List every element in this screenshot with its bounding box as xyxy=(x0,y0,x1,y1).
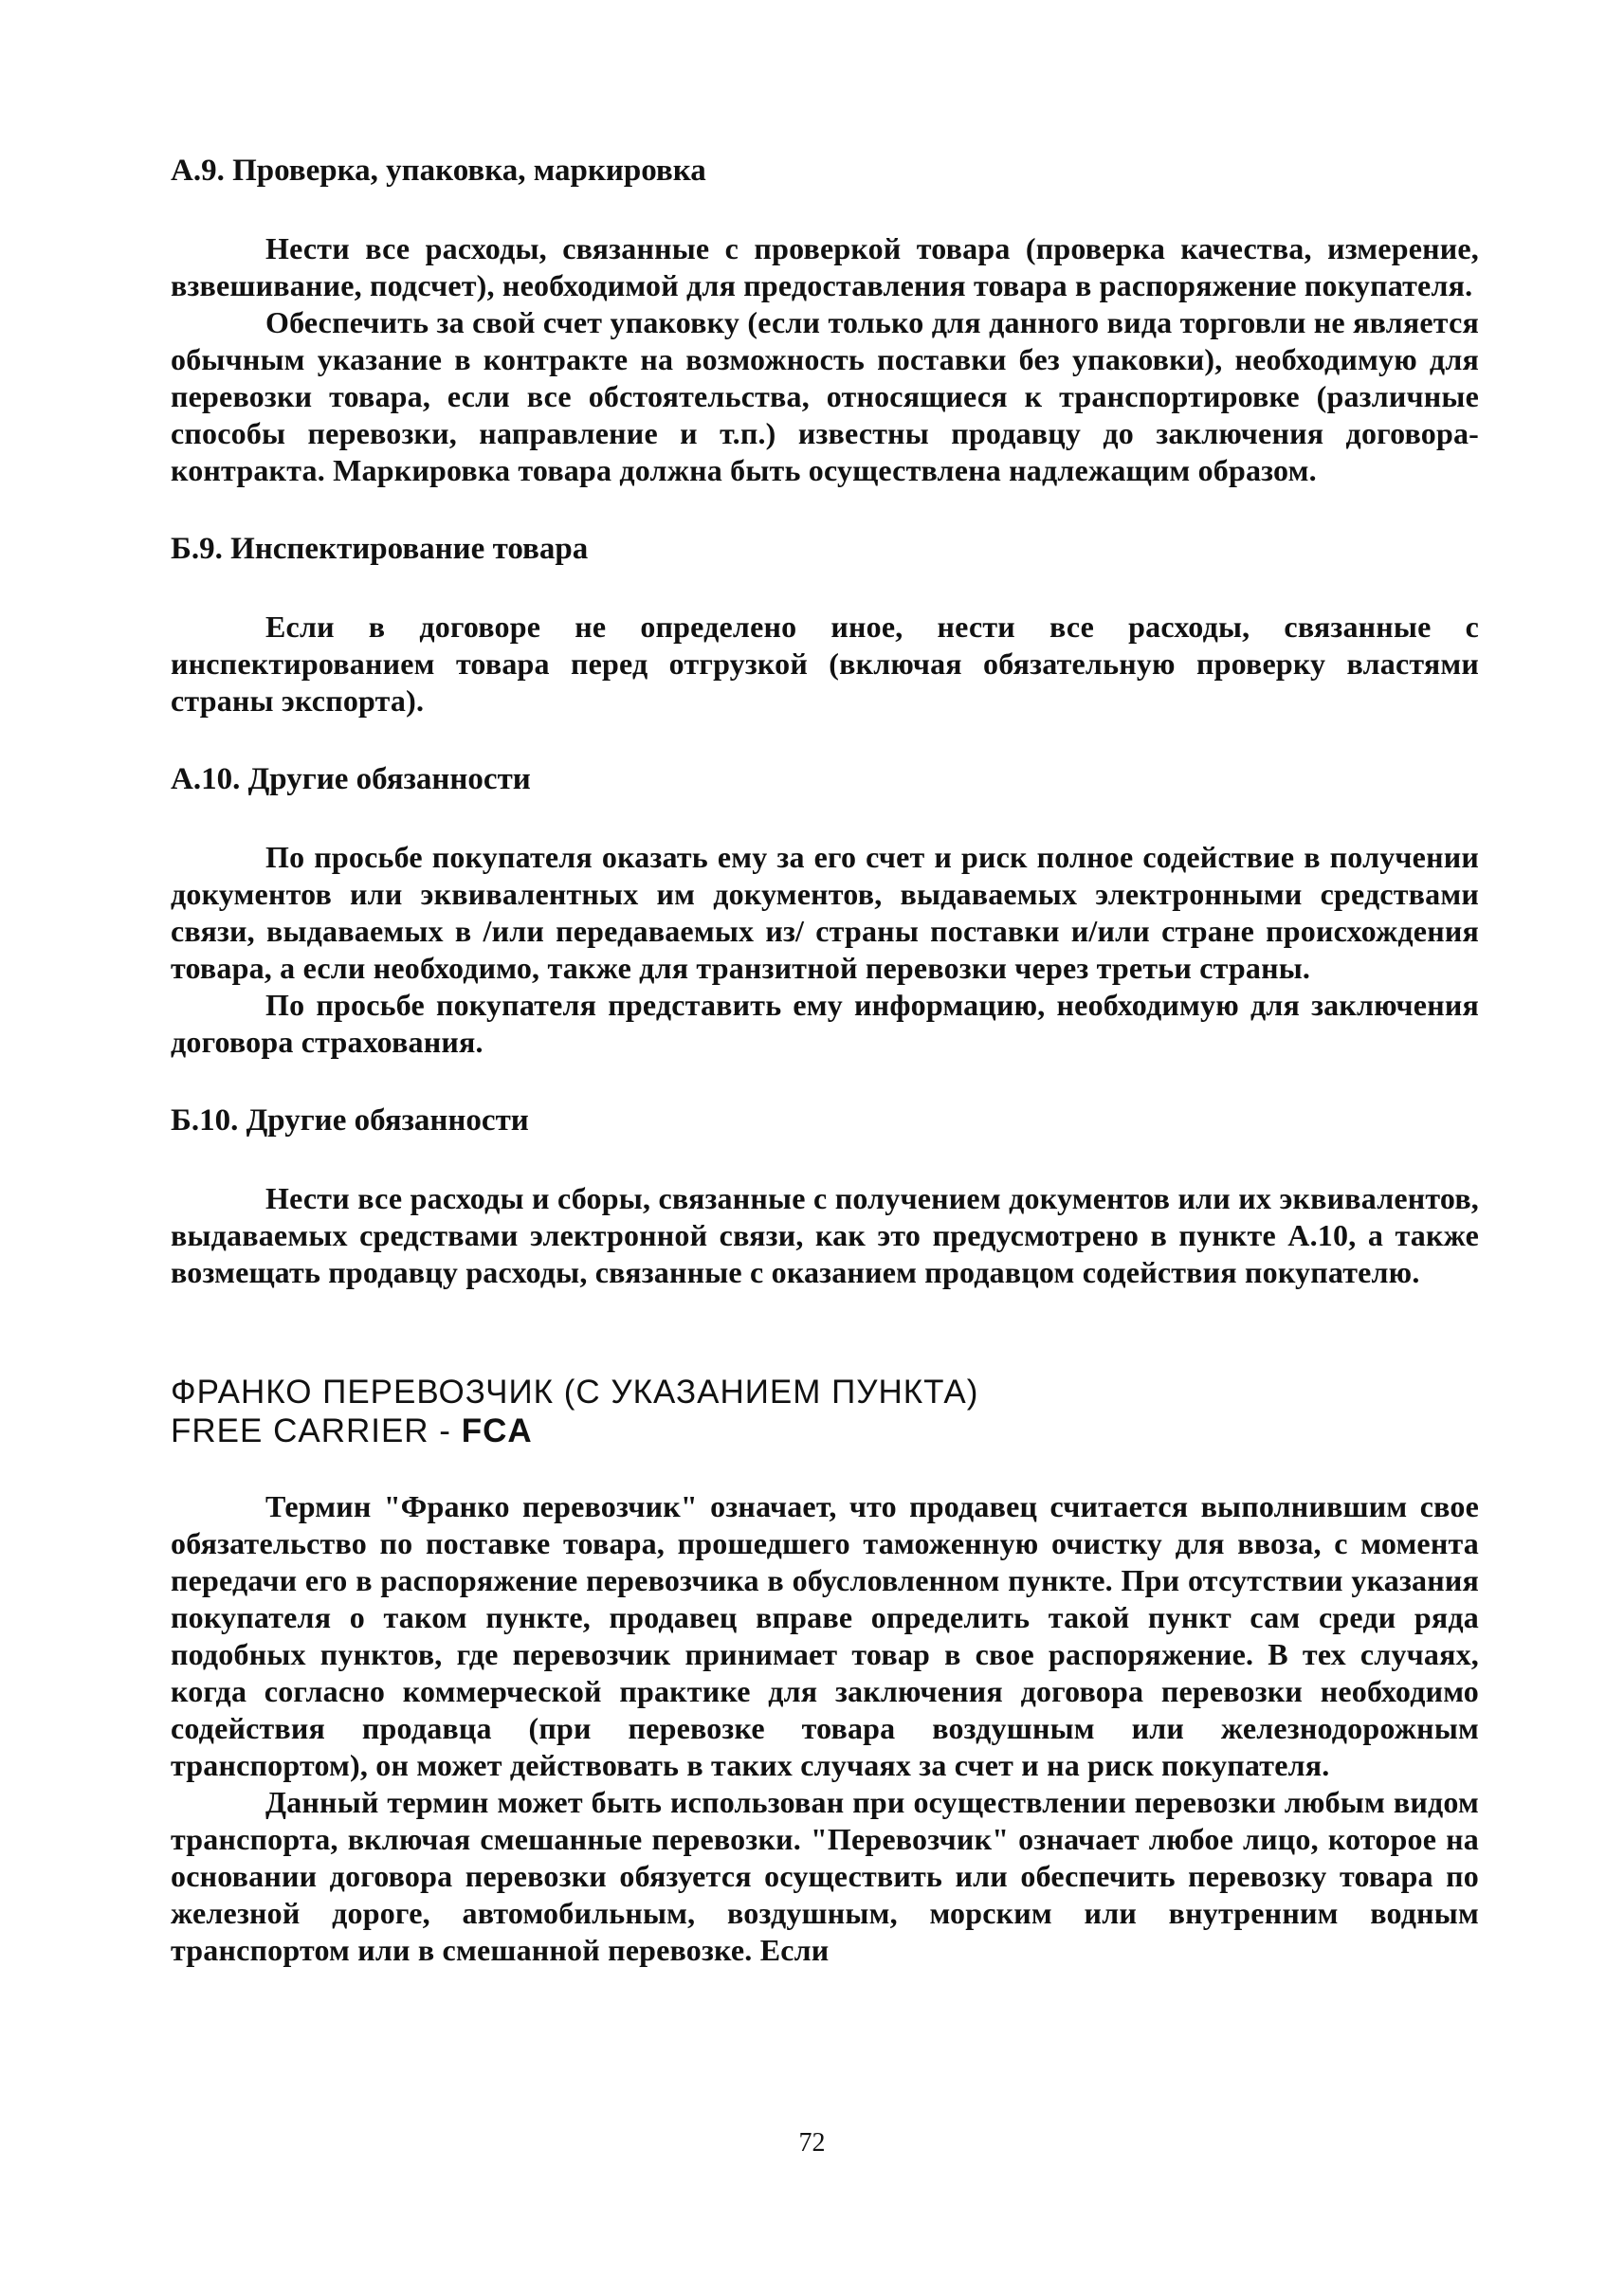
section-title: Проверка, упаковка, маркировка xyxy=(232,154,706,188)
section-title: Другие обязанности xyxy=(247,762,531,796)
paragraph: По просьбе покупателя оказать ему за его счет и риск полное содействие в получении документов или эквивалентных им документов, выдаваемых электронными средствами связи, выдаваемых в /или передаваемых из/ страны поставки и/или стране происхождения товара, а если необходимо, также для транзитной перевозки через третьи страны. xyxy=(171,840,1479,985)
paragraph: Нести все расходы, связанные с проверкой товара (проверка качества, измерение, взвешивание, подсчет), необходимой для предоставления товара в распоряжение покупателя. xyxy=(171,231,1479,302)
section-number: Б.10. xyxy=(171,1103,239,1138)
term-title-ru: ФРАНКО ПЕРЕВОЗЧИК (С УКАЗАНИЕМ ПУНКТА) xyxy=(171,1374,979,1411)
paragraph: Нести все расходы и сборы, связанные с получением документов или их эквивалентов, выдаваемых средствами электронной связи, как это предусмотрено в пункте А.10, а также возмещать продавцу расходы, связанные с оказанием продавцом содействия покупателю. xyxy=(171,1181,1479,1289)
page-content xyxy=(171,152,1479,1969)
paragraph: Данный термин может быть использован при осуществлении перевозки любым видом транспорта, включая смешанные перевозки. "Перевозчик" означает любое лицо, которое на основании договора перевозки обязуется осуществить или обеспечить перевозку товара по железной дороге, автомобильным, воздушным, морским или внутренним водным транспортом или в смешанной перевозке. Если xyxy=(171,1785,1479,1967)
term-code: FCA xyxy=(461,1412,533,1449)
section-number: А.9. xyxy=(171,154,225,188)
section-heading-b10 xyxy=(171,1102,1479,1139)
term-title-en xyxy=(171,1412,1479,1450)
section-number: А.10. xyxy=(171,762,241,796)
paragraph: Обеспечить за свой счет упаковку (если только для данного вида торговли не является обычным указание в контракте на возможность поставки без упаковки), необходимую для перевозки товара, если все обстоятельства, относящиеся к транспортировке (различные способы перевозки, направление и т.п.) известны продавцу до заключения договора-контракта. Маркировка товара должна быть осуществлена надлежащим образом. xyxy=(171,305,1479,487)
section-heading-a10 xyxy=(171,760,1479,798)
paragraph: По просьбе покупателя представить ему информацию, необходимую для заключения договора страхования. xyxy=(171,988,1479,1059)
section-heading-a9 xyxy=(171,152,1479,190)
term-title-en-prefix: FREE CARRIER - xyxy=(171,1412,462,1449)
section-title: Другие обязанности xyxy=(246,1103,529,1138)
section-heading-b9 xyxy=(171,530,1479,568)
section-number: Б.9. xyxy=(171,532,223,566)
paragraph: Если в договоре не определено иное, нести все расходы, связанные с инспектированием товара перед отгрузкой (включая обязательную проверку властями страны экспорта). xyxy=(171,610,1479,718)
page-number: 72 xyxy=(798,2128,826,2158)
paragraph: Термин "Франко перевозчик" означает, что продавец считается выполнившим свое обязательство по поставке товара, прошедшего таможенную очистку для ввоза, с момента передачи его в распоряжение перевозчика в обусловленном пункте. При отсутствии указания покупателя о таком пункте, продавец вправе определить такой пункт сам среди ряда подобных пунктов, где перевозчик принимает товар в свое распоряжение. В тех случаях, когда согласно коммерческой практике для заключения договора перевозки необходимо содействия продавца (при перевозке товара воздушным или железнодорожным транспортом), он может действовать в таких случаях за счет и на риск покупателя. xyxy=(171,1489,1479,1782)
section-title: Инспектирование товара xyxy=(230,532,589,566)
